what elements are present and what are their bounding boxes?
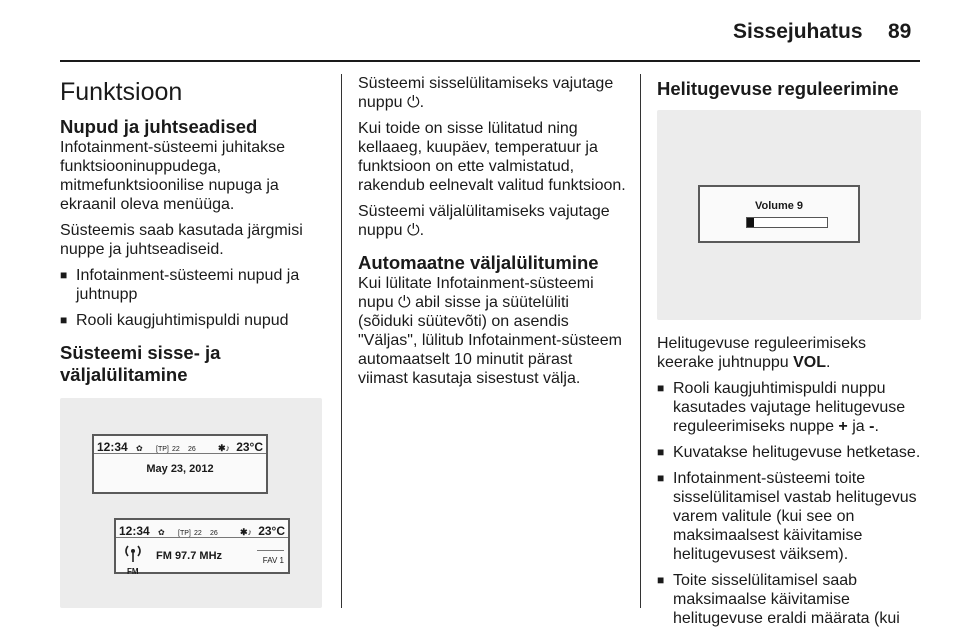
favourites-label: FAV 1 [257,550,284,570]
volume-label: Volume 9 [754,200,804,212]
column-divider-2 [640,74,641,608]
heading-volume: Helitugevuse reguleerimine [657,78,899,99]
outside-temperature: 23°C [236,440,263,454]
heading-controls: Nupud ja juhtseadised [60,116,258,137]
column-2 [358,74,626,395]
gear-icon: ✿ [136,444,143,453]
climate-right-icon: 26 [210,530,218,537]
gear-icon: ✿ [158,528,165,537]
page-header [0,0,960,62]
clock-time: 12:34 [97,440,128,454]
paragraph: Helitugevuse reguleerimiseks keerake juhtnuppu VOL. [657,335,866,371]
heading-auto-off: Automaatne väljalülitumine [358,252,599,273]
bullet-item: ■ Infotainment-süsteemi nupud ja juhtnupp [60,266,322,304]
vol-key: VOL [793,354,826,371]
section-title: Funktsioon [60,78,183,106]
tp-icon: [TP] [156,446,169,453]
paragraph: Süsteemi väljalülitamiseks vajutage nuppu ⏻. [358,203,610,239]
volume-bar [746,217,828,228]
outside-temperature: 23°C [258,524,285,538]
volume-figure [657,110,921,320]
paragraph: Kui toide on sisse lülitatud ning kellaaeg, kuupäev, temperatuur ja funktsioon on ette valmistatud, rakendub eelnevalt valitud funktsioon. [358,120,626,194]
header-rule [60,60,920,62]
column-1 [60,74,322,608]
clock-time: 12:34 [119,524,150,538]
display-figure [60,398,322,608]
header-title: Sissejuhatus [733,20,863,43]
minus-key: - [869,418,875,435]
bullet-item: ■ Kuvatakse helitugevuse hetketase. [657,443,925,462]
bullet-item: ■ Toite sisselülitamisel saab maksimaalse käivitamise helitugevuse eraldi määrata (kui [657,571,925,628]
station-frequency: FM 97.7 MHz [156,550,223,562]
bullet-item: ■ Infotainment-süsteemi toite sisselülitamisel vastab helitugevus varem valitule (kui see on maksimaalsest käivitamise helitugevusest väiksem). [657,469,925,564]
bullet-item: ■ Rooli kaugjuhtimispuldi nupud [60,311,322,330]
bluetooth-music-icon: ✱♪ [240,527,253,537]
status-bar [94,436,266,454]
display-screen-clock [92,434,268,494]
paragraph: Kui lülitate Infotainment-süsteemi nupu ⏻ abil sisse ja süütelüliti (sõiduki süütevõti) on asendis "Väljas", lülitub Infotainment-süsteem automaatselt 10 minutit pärast viimast kasutaja sisestust välja. [358,275,622,387]
date-display: May 23, 2012 [146,463,214,475]
climate-left-icon: 22 [194,530,202,537]
status-bar [116,520,288,538]
column-3 [657,74,925,635]
volume-screen [698,185,860,243]
column-divider-1 [341,74,342,608]
plus-key: + [838,418,848,435]
paragraph: Infotainment-süsteemi juhitakse funktsiooninuppudega, mitmefunktsioonilise nupuga ja ekraanil oleva menüüga. [60,139,285,213]
volume-bar-fill [747,218,754,227]
climate-left-icon: 22 [172,446,180,453]
paragraph: Süsteemis saab kasutada järgmisi nuppe ja juhtseadiseid. [60,222,303,258]
climate-right-icon: 26 [188,446,196,453]
band-label: FM [127,567,139,576]
heading-on-off: Süsteemi sisse- ja väljalülitamine [60,342,221,385]
paragraph: Süsteemi sisselülitamiseks vajutage nuppu ⏻. [358,75,614,111]
tp-icon: [TP] [178,530,191,537]
bullet-item: ■ Rooli kaugjuhtimispuldi nuppu kasutades vajutage helitugevuse reguleerimiseks nuppe + ja -. [657,379,925,436]
page-number: 89 [888,20,912,43]
bluetooth-music-icon: ✱♪ [218,443,231,453]
display-screen-radio [114,518,290,574]
